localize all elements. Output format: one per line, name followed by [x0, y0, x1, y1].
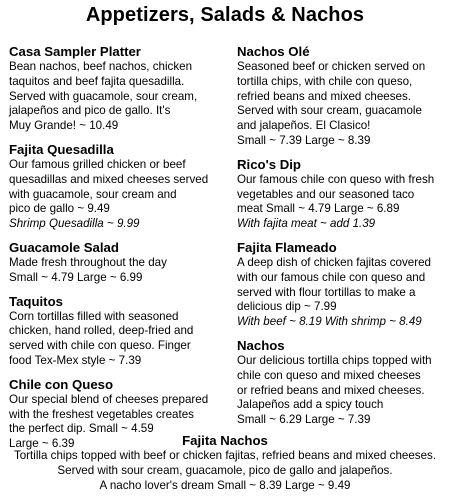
item-name: Chile con Queso	[9, 376, 114, 392]
item-description-line: Tortilla chips topped with beef or chicken fajitas, refried beans and mixed cheeses.	[13, 449, 437, 462]
item-description-line: Corn tortillas filled with seasoned	[9, 309, 179, 323]
item-description-line: with our famous chile con queso and	[237, 270, 426, 284]
item-description-line: A nacho lover's dream Small ~ 8.39 Large ~ 9.49	[99, 478, 351, 492]
item-description-line: Jalapeños add a spicy touch	[237, 398, 384, 412]
item-description-line: Our special blend of cheeses prepared	[9, 392, 209, 406]
item-description-line: or refried beans and mixed cheeses.	[237, 383, 425, 397]
item-description-line: Muy Grande! ~ 10.49	[9, 119, 119, 133]
menu-item-casa-sampler-platter	[9, 44, 222, 134]
item-name: Fajita Flameado	[237, 239, 337, 255]
item-description-line: pico de gallo ~ 9.49	[9, 202, 110, 216]
item-description-line: chile con queso and mixed cheeses	[237, 368, 421, 382]
menu-item-fajita-quesadilla	[9, 142, 222, 232]
item-description-line: Our delicious tortilla chips topped with	[237, 353, 432, 367]
right-column	[237, 44, 445, 436]
item-description-line: vegetables and our seasoned taco	[237, 187, 415, 201]
item-description-line: served with chile con queso. Finger	[9, 339, 191, 353]
menu-item-rico-s-dip	[237, 157, 445, 232]
item-variant-price: Shrimp Quesadilla ~ 9.99	[9, 217, 140, 231]
item-description-line: taquitos and beef fajita quesadilla.	[9, 74, 185, 88]
item-name: Taquitos	[9, 293, 63, 309]
item-description-line: Served with sour cream, guacamole, pico de gallo and jalapeños.	[57, 463, 393, 477]
menu-item-fajita-nachos	[0, 433, 450, 493]
item-description-line: served with flour tortillas to make a	[237, 285, 416, 299]
item-name: Fajita Quesadilla	[9, 141, 114, 157]
left-column	[9, 44, 222, 460]
item-description-line: jalapeños and pico de gallo. It's	[9, 104, 171, 118]
item-description-line: Served with sour cream, guacamole	[237, 104, 422, 118]
featured-item	[0, 433, 450, 501]
item-variant-price: With fajita meat ~ add 1.39	[237, 217, 376, 231]
menu-title: Appetizers, Salads & Nachos	[85, 4, 365, 26]
menu-item-nachos-ole	[237, 44, 445, 149]
item-description-line: A deep dish of chicken fajitas covered	[237, 255, 431, 269]
item-description-line: quesadillas and mixed cheeses served	[9, 172, 209, 186]
item-description-line: with guacamole, sour cream and	[9, 187, 177, 201]
item-name: Rico's Dip	[237, 156, 301, 172]
item-description-line: refried beans and mixed cheeses.	[237, 89, 412, 103]
item-description-line: delicious dip ~ 7.99	[237, 300, 337, 314]
item-name: Nachos	[237, 337, 285, 353]
item-name: Guacamole Salad	[9, 239, 119, 255]
item-description-line: Made fresh throughout the day	[9, 255, 167, 269]
item-description-line: chicken, hand rolled, deep-fried and	[9, 324, 194, 338]
item-description-line: Our famous chile con queso with fresh	[237, 172, 435, 186]
item-name: Nachos Olé	[237, 44, 310, 59]
item-description-line: Our famous grilled chicken or beef	[9, 157, 186, 171]
item-description-line: Large ~ 6.39	[9, 437, 75, 451]
item-name: Fajita Nachos	[182, 433, 268, 448]
item-description-line: meat Small ~ 4.79 Large ~ 6.89	[237, 202, 400, 216]
item-description-line: Small ~ 4.79 Large ~ 6.99	[9, 270, 143, 284]
item-description-line: with the freshest vegetables creates	[9, 407, 194, 421]
item-description-line: food Tex-Mex style ~ 7.39	[9, 353, 142, 367]
menu-item-guacamole-salad	[9, 240, 222, 286]
item-description-line: Seasoned beef or chicken served on	[237, 60, 426, 73]
menu-item-taquitos	[9, 294, 222, 369]
item-description-line: Served with guacamole, sour cream,	[9, 89, 198, 103]
item-description-line: Bean nachos, beef nachos, chicken	[9, 60, 193, 73]
item-name: Casa Sampler Platter	[9, 44, 141, 59]
item-description-line: tortilla chips, with chile con queso,	[237, 74, 413, 88]
item-description-line: the perfect dip. Small ~ 4.59	[9, 422, 154, 436]
item-description-line: and jalapeños. El Clasico!	[237, 119, 371, 133]
item-description-line: Small ~ 7.39 Large ~ 8.39	[237, 133, 371, 147]
menu-item-fajita-flameado	[237, 240, 445, 330]
menu-item-nachos	[237, 338, 445, 428]
item-description-line: Small ~ 6.29 Large ~ 7.39	[237, 413, 371, 427]
item-variant-price: With beef ~ 8.19 With shrimp ~ 8.49	[237, 315, 422, 329]
